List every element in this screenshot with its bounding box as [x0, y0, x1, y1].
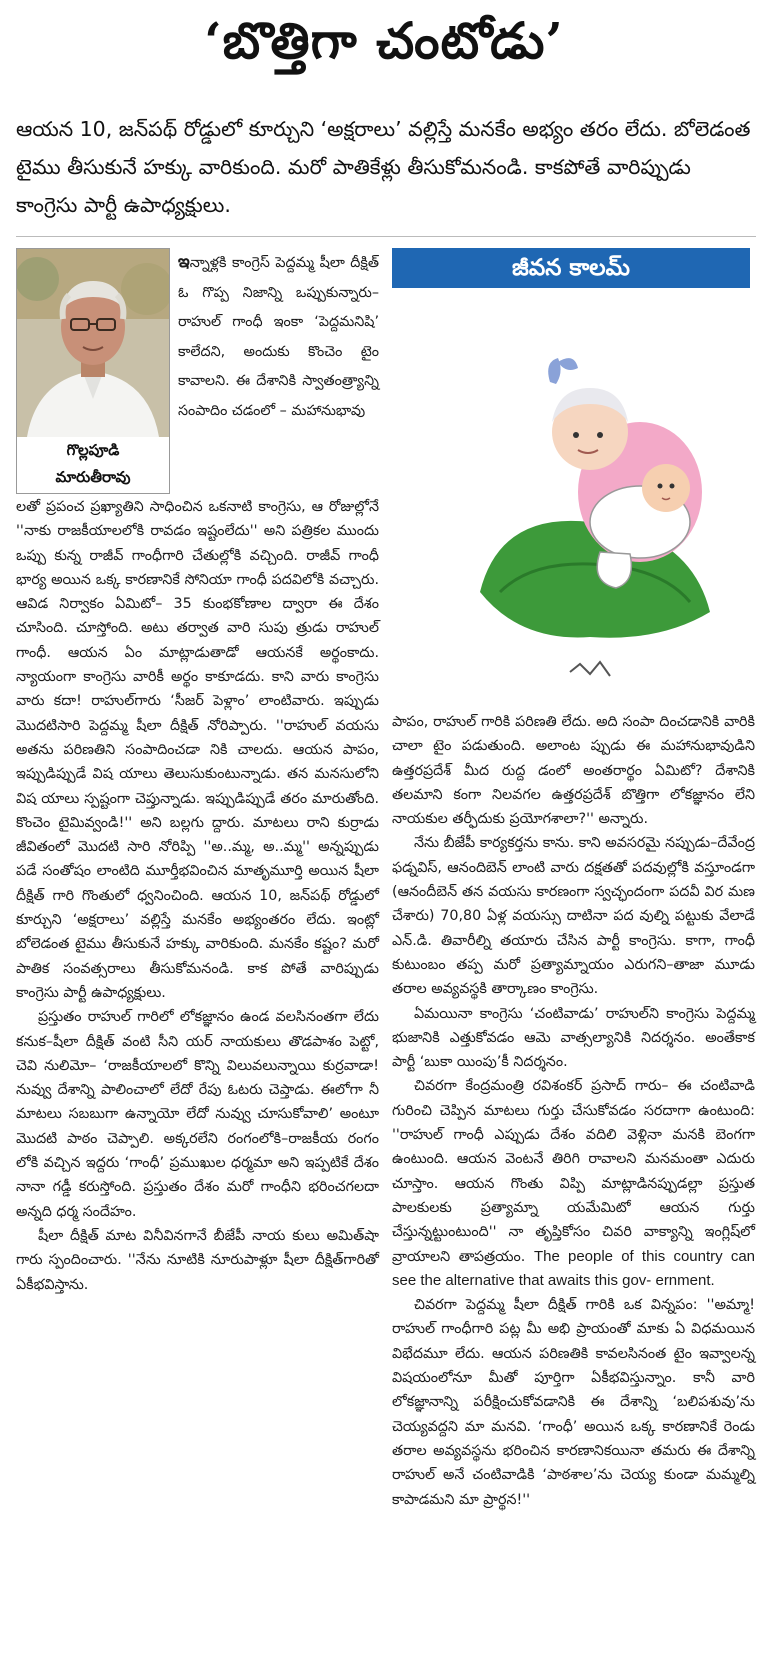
- right-paragraph: ఏమయినా కాంగ్రెసు ‘చంటివాడు’ రాహుల్‌ని కాంగ్రెసు పెద్దమ్మ భుజానికి ఎత్తుకోవడం ఆమె వాత్సల్యానికి నిదర్శనం. అంతేకాక పార్టీ ‘బుకా యింపు’కీ నిదర్శనం.: [392, 1005, 755, 1071]
- author-name-line1: గొల్లపూడి: [66, 441, 120, 459]
- left-paragraph: లతో ప్రపంచ ప్రఖ్యాతిని సాధించిన ఒకనాటి కాంగ్రెసు, ఆ రోజుల్లోనే ''నాకు రాజకీయాలలోకి రావడం ఇష్టంలేదు'' అని పత్రికల ముందు ఒప్పు కున్న రాజీవ్ గాంధీగారి చేతుల్లోకి వచ్చింది. రాజీవ్ గాంధీ భార్య అయిన ఒక్క కారణానికే సోనియా గాంధీ పదవిలోకి వచ్చారు. ఆవిడ నిర్వాకం ఏమిటో– 35 కుంభకోణాల ద్వారా ఈ దేశం చూసింది. చూస్తోంది. అటు తర్వాత వారి సుపు త్రుడు రాహుల్ గాంధీ. ఆయన ఏం మాట్లాడుతాడో ఆయనకే అర్థంకాదు. న్యాయంగా కాంగ్రెసు వారికీ అర్థం కాకూడదు. కాని వారు కాంగ్రెసు వారు కదా! రాహుల్‌గారు ‘సీజర్ పెళ్లాం’ లాంటివారు. ఇప్పుడు మొదటిసారి పెద్దమ్మ షీలా దీక్షిత్ నోరిప్పారు. ''రాహుల్ వయసు అతను పరిణతిని సంపాదించడా నికి చాలదు. ఆయన పాపం, ఇప్పుడిప్పుడే విష యాలు తెలుసుకుంటున్నాడు. తన మనసులోని విష యాలు స్పష్టంగా చెప్తున్నాడు. ఇప్పుడిప్పుడే తరం మారుతోంది. కొంచెం టైమివ్వండి!'' అని బల్లగు ద్దారు. మాటలు రాని కుర్రాడు జీవితంలో మొదటి సారి నోరిప్పి ''అ..మ్మ, అ..మ్మ'' అన్నప్పుడు పడే సంతోషం లాంటిది మూర్తీభవించిన మాతృమూర్తి అయిన షీలా దీక్షిత్ గారి గొంతులో ధ్వనించింది. ఆయన 10, జన్‌పథ్ రోడ్డులో కూర్చుని ‘అక్షరాలు’ వల్లిస్తే మనకేం అభ్యంతరం లేదు. ఇంట్లో బోలెడంత టైము తీసుకునే హక్కు వారికుంది. మనకేం కష్టం? మరో పాతిక సంవత్సరాలు తీసుకోమనండి. కాక పోతే వారిప్పుడు కాంగ్రెసు పార్టీ ఉపాధ్యక్షులు.: [16, 499, 379, 1001]
- left-paragraph: షీలా దీక్షిత్ మాట వినీవినగానే బీజేపీ నాయ కులు అమిత్‌షా గారు స్పందించారు. ''నేను నూటికి నూరుపాళ్లూ షీలా దీక్షిత్‌గారితో ఏకీభవిస్తాను.: [16, 1227, 379, 1293]
- intro-paragraph: [178, 248, 379, 427]
- right-paragraph-text: చివరగా కేంద్రమంత్రి రవిశంకర్ ప్రసాద్ గారు– ఈ చంటివాడి గురించి చెప్పిన మాటలు గుర్తు చేసుకోవడం సరదాగా ఉంటుంది: ''రాహుల్ గాంధీ ఎప్పుడు దేశం వదిలి వెళ్లినా మనకి బెంగగా ఉంటుంది. ఆయన వెంటనే తిరిగి రావాలని మనమంతా ఎదురు చూస్తాం. ఆయన గొంతు విప్పి మాట్లాడినప్పుడల్లా ప్రస్తుత పాలకులకు ప్రత్యామ్నా యమేమిటో ఆయన గుర్తు చేస్తున్నట్టుంటుంది'' నా తృప్తికోసం చివరి వాక్యాన్ని ఇంగ్లిష్‌లో వ్రాయాలని తాపత్రయం.: [392, 1078, 755, 1265]
- column-banner: జీవన కాలమ్: [392, 248, 750, 288]
- author-portrait: [17, 249, 169, 437]
- author-name-line2: మారుతీరావు: [55, 468, 131, 486]
- intro-text: న్నాళ్లకి కాంగ్రెస్ పెద్దమ్మ షీలా దీక్షిత్ ఓ గొప్ప నిజాన్ని ఒప్పుకున్నారు– రాహుల్ గాంధీ ఇంకా ‘పెద్దమనిషి’ కాలేదని, అందుకు కొంచెం టైం కావాలని. ఈ దేశానికి స్వాతంత్ర్యాన్ని సంపాదిం చడంలో – మహానుభావు: [178, 255, 379, 419]
- left-column: [16, 495, 379, 1297]
- right-paragraph: చివరగా పెద్దమ్మ షీలా దీక్షిత్ గారికి ఒక విన్నపం: ''అమ్మా! రాహుల్ గాంధీగారి పట్ల మీ అభి ప్రాయంతో మాకు ఏ విధమయిన విభేదమూ లేదు. ఆయన పరిణతికి కావలసినంత టైం ఇవ్వాలన్న విషయంలోనూ మీతో పూర్తిగా ఏకీభవిస్తున్నాం. కానీ వారి లోకజ్ఞానాన్ని పరీక్షించుకోవడానికి ఈ దేశాన్ని ‘బలిపశువు’ను చెయ్యవద్దని మా మనవి. ‘గాంధీ’ అయిన ఒక్క కారణానికే రెండు తరాల అవ్యవస్థను భరించిన కారణానికయినా తమరు ఈ దేశాన్ని రాహుల్ అనే చంటివాడికి ‘పాఠశాల’ను చెయ్య కుండా మమ్మల్ని కాపాడమని మా ప్రార్థన!'': [392, 1297, 755, 1508]
- right-paragraph: [392, 1074, 755, 1293]
- drop-cap: ఇ: [178, 252, 190, 272]
- right-paragraph: పాపం, రాహుల్ గారికి పరిణతి లేదు. అది సంపా దించడానికి వారికి చాలా టైం పడుతుంది. అలాంట ప్పుడు ఈ మహానుభావుడిని ఉత్తరప్రదేశ్ మీద రుద్ద డంలో అంతరార్థం ఏమిటో? దేశానికి తలమాని కంగా నిలవగల ఉత్తరప్రదేశ్ బొత్తిగా లోకజ్ఞానం లేని నాయకుల తర్ఫీదుకు ప్రయోగశాలా?'' అన్నారు.: [392, 714, 755, 828]
- author-name: [17, 437, 169, 491]
- right-paragraph: నేను బీజేపీ కార్యకర్తను కాను. కాని అవసరమై నప్పుడు–దేవేంద్ర ఫడ్నవిస్, ఆనందిబెన్ లాంటి వారు దక్షతతో పదవుల్లోకి వస్తూండగా (ఆనందీబెన్ తన వయసు కారణంగా స్వచ్ఛందంగా పదవీ విర మణ చేశారు) 70,80 ఏళ్ల వయస్సు దాటినా పద వుల్ని పట్టుకు వేలాడే ఎన్.డి. తివారీల్ని తయారు చేసిన పార్టీ కాంగ్రెసు. కాగా, గాంధీ కుటుంబం తప్ప మరో ప్రత్యామ్నాయం ఎరుగని–తాజా మూడు తరాల అవ్యవస్థకి తార్కాణం కాంగ్రెసు.: [392, 835, 755, 998]
- grandmother-with-baby-cartoon-icon: [440, 292, 740, 702]
- right-column: [392, 710, 755, 1512]
- left-paragraph: ప్రస్తుతం రాహుల్ గారిలో లోకజ్ఞానం ఉండ వలసినంతగా లేదు కనుక–షీలా దీక్షిత్ వంటి సీని యర్ నాయకులు తొడపాశం పెట్టో, చెవి నులిమో– ‘రాజకీయాలలో కొన్ని విలువలున్నాయి కుర్రవాడా! నువ్వు దేశాన్ని పాలించాలో లేదో రేపు ఓటరు చెప్తాడు. ఈలోగా నీ మాటలు సబబుగా ఉన్నాయో లేదో నువ్వు చూసుకోవాలి’ అంటూ మొదటి పాఠం చెప్పాలి. అక్కరలేని రంగంలోకి–రాజకీయ రంగం లోకి వచ్చిన ఇద్దరు ‘గాంధీ’ ప్రముఖుల ధర్మమా అని ఇప్పటికే దేశం నానా గడ్డీ కరుస్తోంది. ప్రస్తుతం దేశం మరో గాంధీని భరించగలదా అన్నది ధర్మ సందేహం.: [16, 1009, 379, 1220]
- headline: ‘బొత్తిగా చంటోడు’: [204, 11, 564, 70]
- divider: [16, 236, 756, 237]
- author-photo-box: [16, 248, 170, 494]
- standfirst: ఆయన 10, జన్‌పథ్ రోడ్డులో కూర్చుని ‘అక్షరాలు’ వల్లిస్తే మనకేం అభ్యం తరం లేదు. బోలెడంత టైము తీసుకునే హక్కు వారికుంది. మరో పాతికేళ్లు తీసుకోమనండి. కాకపోతే వారిప్పుడు కాంగ్రెసు పార్టీ ఉపాధ్యక్షులు.: [16, 117, 751, 217]
- english-quote: The people of this country can see the alternative that awaits this gov- ernment.: [392, 1247, 756, 1289]
